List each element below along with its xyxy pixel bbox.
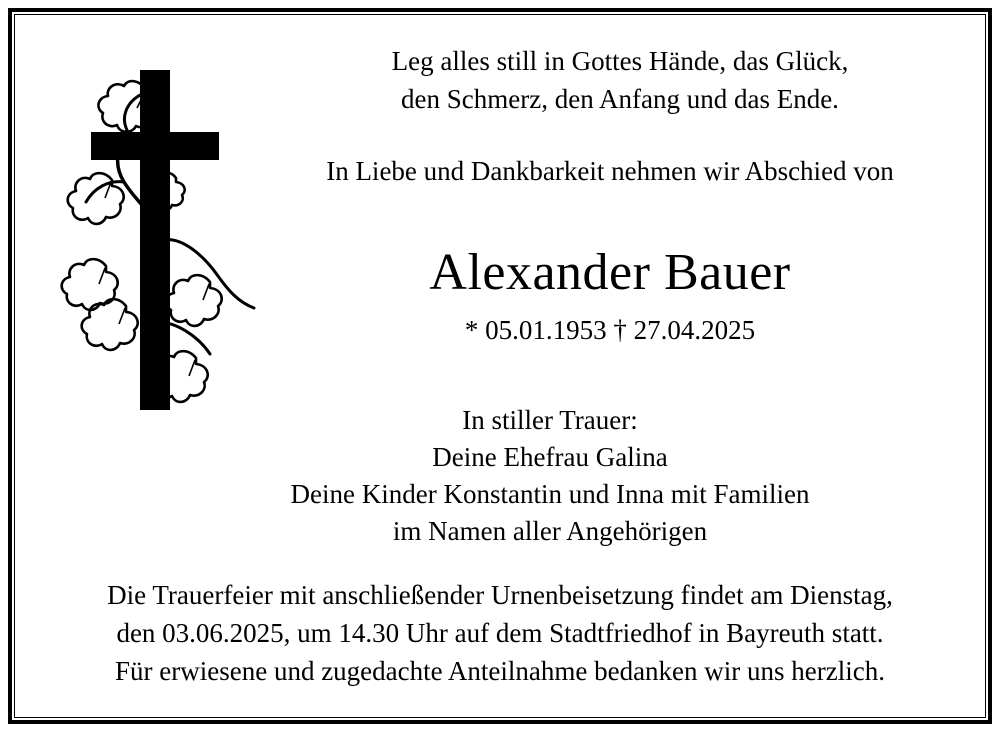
verse-line-1: Leg alles still in Gottes Hände, das Glück,	[391, 46, 849, 76]
birth-death-dates: * 05.01.1953 † 27.04.2025	[464, 315, 756, 345]
verse-text	[280, 42, 960, 118]
mourners-line-1: In stiller Trauer:	[462, 405, 638, 435]
service-line-3: Für erwiesene und zugedachte Anteilnahme bedanken wir uns herzlich.	[115, 656, 885, 686]
mourners-line-2: Deine Ehefrau Galina	[432, 442, 668, 472]
farewell-text: In Liebe und Dankbarkeit nehmen wir Abschied von	[326, 156, 894, 186]
mourners-line-4: im Namen aller Angehörigen	[392, 516, 708, 546]
verse-line-2: den Schmerz, den Anfang und das Ende.	[401, 84, 839, 114]
service-details	[34, 576, 966, 690]
service-line-1: Die Trauerfeier mit anschließender Urnenbeisetzung findet am Dienstag,	[107, 580, 893, 610]
mourners-line-3: Deine Kinder Konstantin und Inna mit Familien	[290, 479, 810, 509]
card-content	[20, 20, 980, 712]
cross-with-ivy-icon	[58, 70, 268, 410]
service-line-2: den 03.06.2025, um 14.30 Uhr auf dem Stadtfriedhof in Bayreuth statt.	[116, 618, 884, 648]
mourners-text	[140, 402, 960, 550]
deceased-name: Alexander Bauer	[429, 244, 791, 301]
